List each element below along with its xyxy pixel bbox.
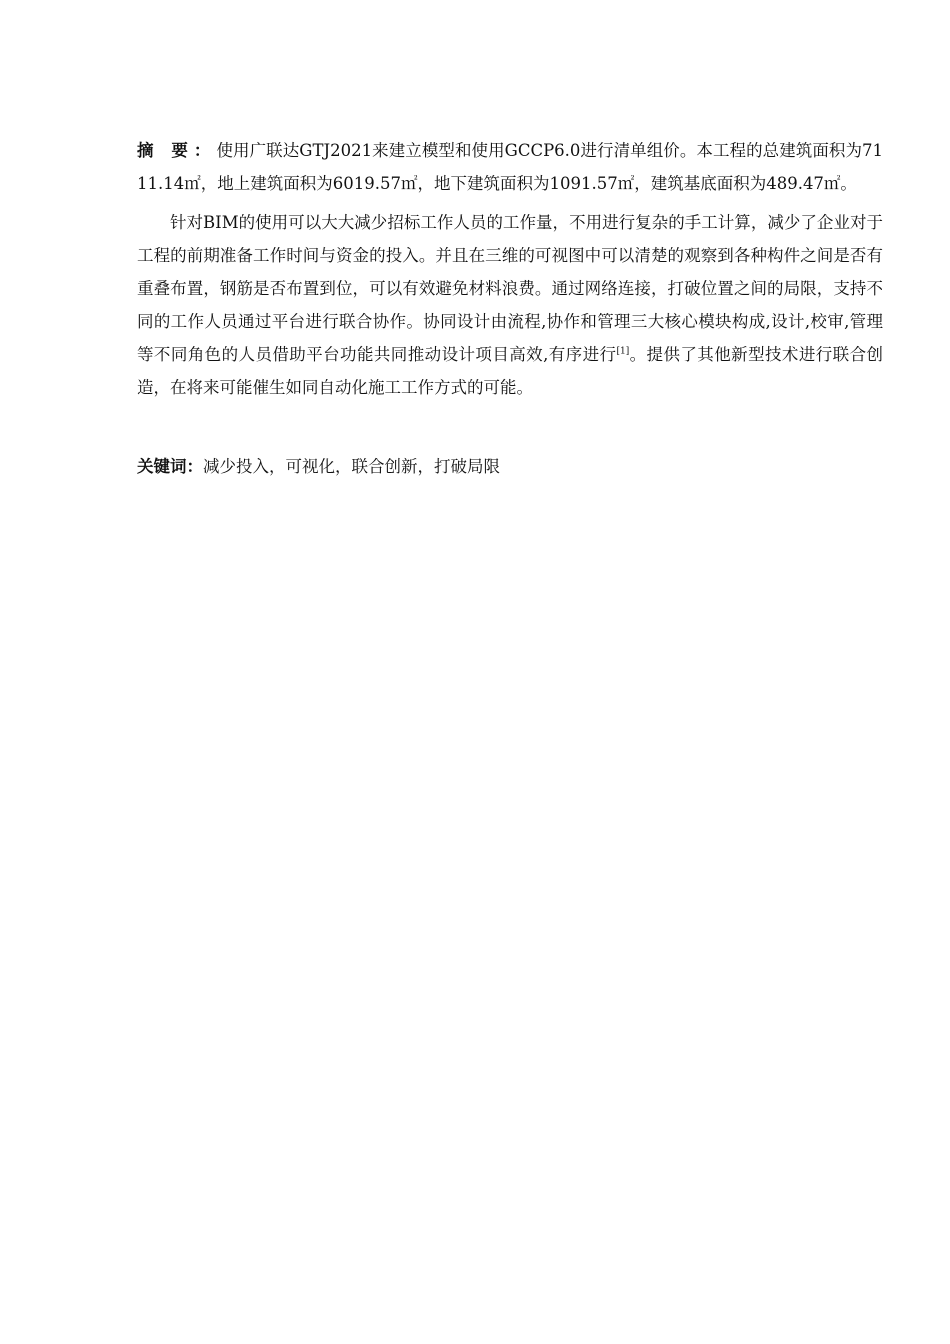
keywords-text: 减少投入，可视化，联合创新，打破局限 [203, 457, 500, 476]
keywords-label: 关键词： [137, 457, 203, 476]
body-text-main: 针对BIM的使用可以大大减少招标工作人员的工作量，不用进行复杂的手工计算，减少了企业对于工程的前期准备工作时间与资金的投入。并且在三维的可视图中可以清楚的观察到各种构件之间是否有重叠布置，钢筋是否布置到位，可以有效避免材料浪费。通过网络连接，打破位置之间的局限，支持不同的工作人员通过平台进行联合协作。协同设计由流程,协作和管理三大核心模块构成,设计,校审,管理等不同角色的人员借助平台功能共同推动设计项目高效,有序进行 [137, 213, 883, 364]
document-content [137, 134, 883, 483]
abstract-text: 使用广联达GTJ2021来建立模型和使用GCCP6.0进行清单组价。本工程的总建筑面积为7111.14㎡，地上建筑面积为6019.57㎡，地下建筑面积为1091.57㎡，建筑基底面积为489.47㎡。 [137, 141, 884, 193]
abstract-label-lead: 摘 [137, 141, 160, 160]
citation-marker: [1] [616, 346, 630, 357]
abstract-paragraph [137, 134, 883, 200]
body-text-end: 。提供了其他新型技术进行联合创造，在将来可能催生如同自动化施工工作方式的可能。 [137, 345, 884, 397]
abstract-label [137, 141, 217, 160]
abstract-label-tail: 要： [171, 141, 217, 160]
body-paragraph [137, 206, 883, 404]
keywords-paragraph [137, 450, 883, 483]
